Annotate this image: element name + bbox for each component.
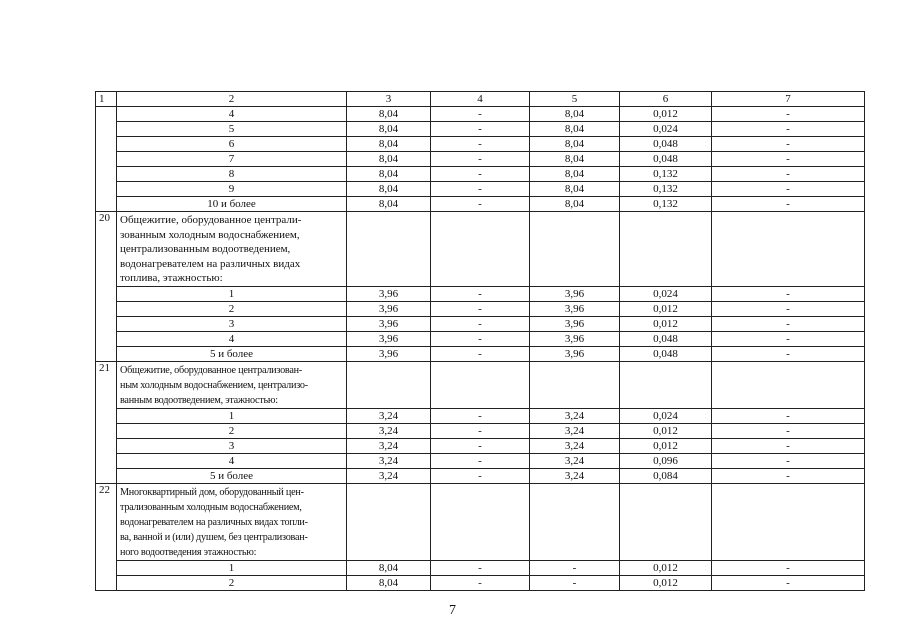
col4-cell: -: [431, 122, 530, 137]
col7-cell: -: [712, 167, 865, 182]
table-row: [96, 197, 865, 212]
col6-cell: 0,132: [620, 182, 712, 197]
col4-cell: -: [431, 182, 530, 197]
floors-cell: 5: [117, 122, 347, 137]
floors-cell: 9: [117, 182, 347, 197]
col4-cell: -: [431, 286, 530, 301]
col6-cell: 0,012: [620, 107, 712, 122]
col3-cell: 3,24: [347, 423, 431, 438]
page-number: 7: [449, 603, 456, 618]
col5-cell: 8,04: [530, 152, 620, 167]
empty-cell: [347, 212, 431, 287]
col3-cell: 3,96: [347, 316, 431, 331]
col3-cell: 3,96: [347, 301, 431, 316]
col5-cell: 3,96: [530, 301, 620, 316]
col6-cell: 0,012: [620, 316, 712, 331]
col7-cell: -: [712, 137, 865, 152]
empty-cell: [530, 212, 620, 287]
col6-cell: 0,012: [620, 575, 712, 590]
col5-cell: 8,04: [530, 107, 620, 122]
col3-cell: 3,96: [347, 346, 431, 361]
floors-cell: 2: [117, 301, 347, 316]
floors-cell: 1: [117, 286, 347, 301]
floors-cell: 1: [117, 560, 347, 575]
col6-cell: 0,132: [620, 167, 712, 182]
table-row: [96, 453, 865, 468]
col7-cell: -: [712, 438, 865, 453]
item-description-cell: [117, 361, 347, 408]
header-cell: 3: [347, 92, 431, 107]
col5-cell: 3,24: [530, 408, 620, 423]
item-number: 21: [96, 361, 117, 483]
item-number: 22: [96, 483, 117, 590]
col4-cell: -: [431, 346, 530, 361]
header-cell: 2: [117, 92, 347, 107]
floors-cell: 4: [117, 453, 347, 468]
floors-cell: 6: [117, 137, 347, 152]
col6-cell: 0,024: [620, 122, 712, 137]
empty-cell: [530, 483, 620, 560]
floors-cell: 10 и более: [117, 197, 347, 212]
col7-cell: -: [712, 453, 865, 468]
empty-cell: [620, 483, 712, 560]
col6-cell: 0,024: [620, 286, 712, 301]
floors-cell: 4: [117, 107, 347, 122]
table-row: [96, 423, 865, 438]
col7-cell: -: [712, 122, 865, 137]
group-description-row: [96, 361, 865, 408]
col6-cell: 0,012: [620, 423, 712, 438]
col4-cell: -: [431, 468, 530, 483]
floors-cell: 2: [117, 423, 347, 438]
col6-cell: 0,024: [620, 408, 712, 423]
col5-cell: 3,24: [530, 423, 620, 438]
col5-cell: 8,04: [530, 182, 620, 197]
floors-cell: 2: [117, 575, 347, 590]
col5-cell: 8,04: [530, 197, 620, 212]
col5-cell: 3,96: [530, 316, 620, 331]
col4-cell: -: [431, 575, 530, 590]
col3-cell: 8,04: [347, 152, 431, 167]
col3-cell: 8,04: [347, 137, 431, 152]
col7-cell: -: [712, 107, 865, 122]
col6-cell: 0,012: [620, 560, 712, 575]
col3-cell: 8,04: [347, 197, 431, 212]
col7-cell: -: [712, 468, 865, 483]
empty-cell: [431, 483, 530, 560]
item-description: Общежитие, оборудованное централи- зованным холодным водоснабжением, централизованным водоотведением, водонагревателем на различных видах топлива, этажностью:: [120, 214, 302, 285]
col5-cell: 3,96: [530, 331, 620, 346]
col7-cell: -: [712, 197, 865, 212]
table-row: [96, 167, 865, 182]
col4-cell: -: [431, 316, 530, 331]
empty-cell: [530, 361, 620, 408]
tariff-table: [95, 91, 865, 591]
col4-cell: -: [431, 331, 530, 346]
col6-cell: 0,096: [620, 453, 712, 468]
col3-cell: 8,04: [347, 107, 431, 122]
col3-cell: 3,24: [347, 453, 431, 468]
header-cell: 1: [96, 92, 117, 107]
col5-cell: -: [530, 560, 620, 575]
col5-cell: 3,24: [530, 468, 620, 483]
col4-cell: -: [431, 408, 530, 423]
col6-cell: 0,132: [620, 197, 712, 212]
col6-cell: 0,012: [620, 438, 712, 453]
col3-cell: 3,96: [347, 286, 431, 301]
col7-cell: -: [712, 182, 865, 197]
col5-cell: -: [530, 575, 620, 590]
floors-cell: 4: [117, 331, 347, 346]
floors-cell: 3: [117, 438, 347, 453]
col3-cell: 3,24: [347, 438, 431, 453]
col5-cell: 8,04: [530, 137, 620, 152]
item-description: Многоквартирный дом, оборудованный цен- трализованным холодным водоснабжением, водонагревателем на различных видах топли- ва, ванной и (или) душем, без централизован- ного водоотведения этажностью:: [120, 486, 308, 558]
col7-cell: -: [712, 316, 865, 331]
table-row: [96, 107, 865, 122]
col5-cell: 3,24: [530, 438, 620, 453]
item-description: Общежитие, оборудованное централизован- ным холодным водоснабжением, централизо- ванным водоотведением, этажностью:: [120, 364, 308, 406]
table-row: [96, 152, 865, 167]
table-row: [96, 286, 865, 301]
col5-cell: 3,96: [530, 346, 620, 361]
table-row: [96, 438, 865, 453]
table-row: [96, 182, 865, 197]
header-cell: 7: [712, 92, 865, 107]
col4-cell: -: [431, 423, 530, 438]
table-row: [96, 575, 865, 590]
empty-cell: [712, 483, 865, 560]
group-description-row: [96, 483, 865, 560]
col4-cell: -: [431, 167, 530, 182]
empty-cell: [712, 212, 865, 287]
table-row: [96, 468, 865, 483]
header-cell: 6: [620, 92, 712, 107]
col4-cell: -: [431, 152, 530, 167]
col7-cell: -: [712, 286, 865, 301]
col3-cell: 3,24: [347, 468, 431, 483]
table-row: [96, 301, 865, 316]
floors-cell: 5 и более: [117, 346, 347, 361]
header-cell: 5: [530, 92, 620, 107]
table-row: [96, 316, 865, 331]
col4-cell: -: [431, 107, 530, 122]
col7-cell: -: [712, 152, 865, 167]
col3-cell: 3,24: [347, 408, 431, 423]
col7-cell: -: [712, 331, 865, 346]
table-body: [96, 92, 865, 591]
header-row: [96, 92, 865, 107]
col3-cell: 8,04: [347, 122, 431, 137]
col3-cell: 8,04: [347, 182, 431, 197]
item-description-cell: [117, 483, 347, 560]
table-row: [96, 331, 865, 346]
empty-cell: [620, 212, 712, 287]
empty-cell: [712, 361, 865, 408]
item-number: 20: [96, 212, 117, 362]
col5-cell: 3,24: [530, 453, 620, 468]
table-row: [96, 560, 865, 575]
empty-cell: [347, 483, 431, 560]
col7-cell: -: [712, 575, 865, 590]
col5-cell: 3,96: [530, 286, 620, 301]
col4-cell: -: [431, 438, 530, 453]
col6-cell: 0,084: [620, 468, 712, 483]
empty-cell: [431, 361, 530, 408]
empty-cell: [347, 361, 431, 408]
col3-cell: 8,04: [347, 575, 431, 590]
col4-cell: -: [431, 137, 530, 152]
col6-cell: 0,048: [620, 137, 712, 152]
col7-cell: -: [712, 346, 865, 361]
header-cell: 4: [431, 92, 530, 107]
col4-cell: -: [431, 301, 530, 316]
empty-cell: [620, 361, 712, 408]
empty-cell: [431, 212, 530, 287]
item-number: [96, 107, 117, 212]
col3-cell: 8,04: [347, 167, 431, 182]
floors-cell: 8: [117, 167, 347, 182]
item-description-cell: [117, 212, 347, 287]
col7-cell: -: [712, 423, 865, 438]
floors-cell: 1: [117, 408, 347, 423]
col4-cell: -: [431, 197, 530, 212]
col7-cell: -: [712, 301, 865, 316]
col6-cell: 0,012: [620, 301, 712, 316]
table-row: [96, 408, 865, 423]
col6-cell: 0,048: [620, 331, 712, 346]
col5-cell: 8,04: [530, 122, 620, 137]
col6-cell: 0,048: [620, 152, 712, 167]
floors-cell: 3: [117, 316, 347, 331]
floors-cell: 5 и более: [117, 468, 347, 483]
col5-cell: 8,04: [530, 167, 620, 182]
col6-cell: 0,048: [620, 346, 712, 361]
group-description-row: [96, 212, 865, 287]
col3-cell: 3,96: [347, 331, 431, 346]
col7-cell: -: [712, 560, 865, 575]
table-row: [96, 122, 865, 137]
table-row: [96, 346, 865, 361]
col7-cell: -: [712, 408, 865, 423]
col4-cell: -: [431, 560, 530, 575]
col3-cell: 8,04: [347, 560, 431, 575]
floors-cell: 7: [117, 152, 347, 167]
table-row: [96, 137, 865, 152]
col4-cell: -: [431, 453, 530, 468]
